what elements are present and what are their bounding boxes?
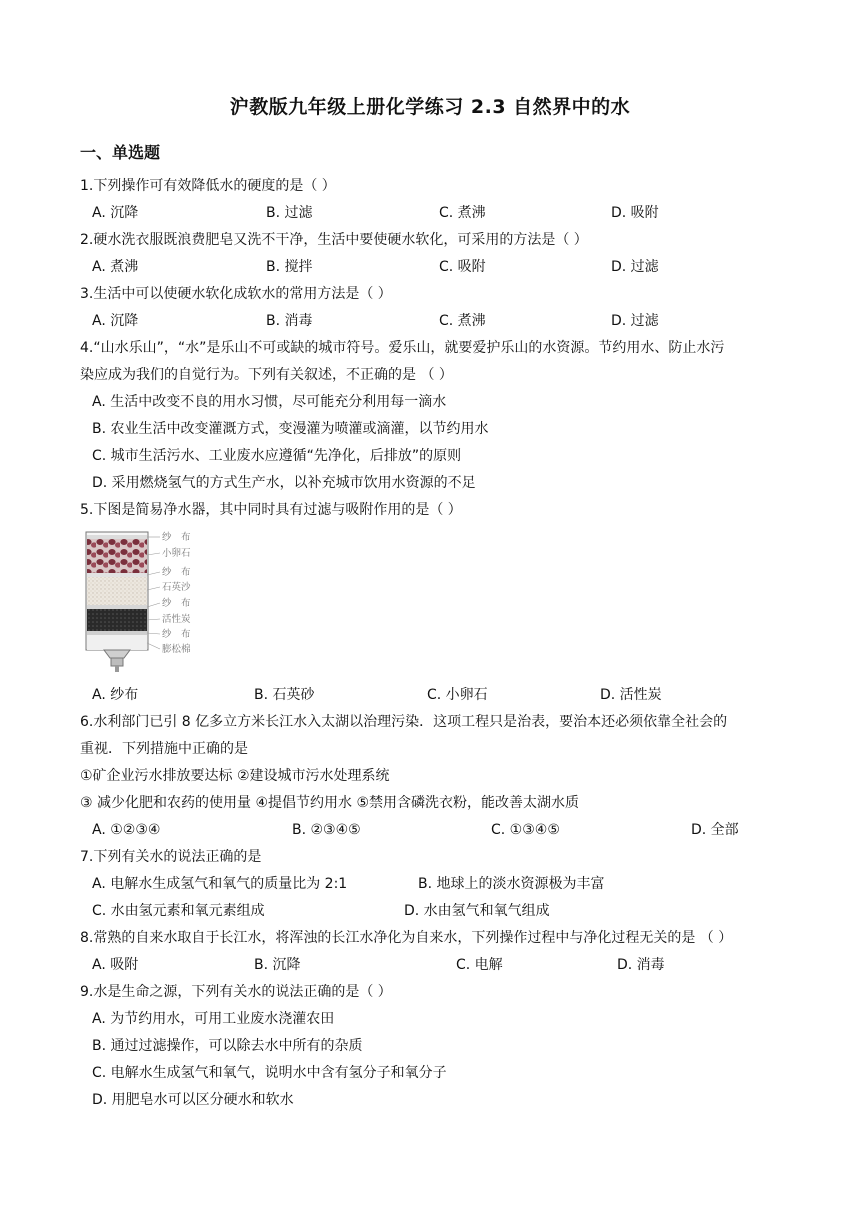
gauze-layer-3 [87, 605, 147, 609]
q8-option-b[interactable]: B. 沉降 [254, 957, 301, 973]
q2-option-a[interactable]: A. 煮沸 [92, 259, 139, 275]
question-6-stem-line-3: ①矿企业污水排放要达标 ②建设城市污水处理系统 [80, 768, 390, 784]
q7-option-d[interactable]: D. 水由氢气和氧气组成 [404, 903, 550, 919]
question-4-stem-line-2: 染应成为我们的自觉行为。下列有关叙述，不正确的是 （ ） [80, 367, 453, 383]
q3-option-a[interactable]: A. 沉降 [92, 313, 139, 329]
question-1-stem: 1.下列操作可有效降低水的硬度的是（ ） [80, 178, 336, 194]
water-purifier-figure [84, 528, 204, 674]
label-gauze-1: 纱 布 [162, 533, 191, 543]
q9-option-c[interactable]: C. 电解水生成氢气和氧气，说明水中含有氢分子和氧分子 [92, 1065, 447, 1081]
q8-option-d[interactable]: D. 消毒 [617, 957, 665, 973]
q1-option-b[interactable]: B. 过滤 [266, 205, 313, 221]
q4-option-d[interactable]: D. 采用燃烧氢气的方式生产水，以补充城市饮用水资源的不足 [92, 475, 476, 491]
q3-option-b[interactable]: B. 消毒 [266, 313, 313, 329]
q8-option-c[interactable]: C. 电解 [456, 957, 503, 973]
q5-option-b[interactable]: B. 石英砂 [254, 687, 315, 703]
q2-option-c[interactable]: C. 吸附 [439, 259, 486, 275]
label-cotton: 膨松棉 [162, 645, 191, 655]
label-gauze-2: 纱 布 [162, 568, 191, 578]
question-7-stem: 7.下列有关水的说法正确的是 [80, 849, 262, 865]
question-8-stem: 8.常熟的自来水取自于长江水，将浑浊的长江水净化为自来水，下列操作过程中与净化过程无关的是 （ ） [80, 930, 733, 946]
q8-option-a[interactable]: A. 吸附 [92, 957, 139, 973]
cotton-layer [87, 635, 147, 650]
question-6-stem-line-4: ③ 减少化肥和农药的使用量 ④提倡节约用水 ⑤禁用含磷洗衣粉，能改善太湖水质 [80, 795, 580, 811]
q1-option-c[interactable]: C. 煮沸 [439, 205, 486, 221]
label-quartz-sand: 石英沙 [162, 583, 191, 593]
q2-option-d[interactable]: D. 过滤 [611, 259, 659, 275]
gauze-layer-1 [87, 535, 147, 539]
gauze-layer-2 [87, 573, 147, 577]
label-pebbles: 小卵石 [162, 549, 191, 559]
q6-option-d[interactable]: D. 全部 [691, 822, 739, 838]
label-gauze-4: 纱 布 [162, 630, 191, 640]
q6-option-c[interactable]: C. ①③④⑤ [491, 822, 560, 838]
q4-option-c[interactable]: C. 城市生活污水、工业废水应遵循“先净化，后排放”的原则 [92, 448, 462, 464]
q6-option-a[interactable]: A. ①②③④ [92, 822, 161, 838]
q7-option-a[interactable]: A. 电解水生成氢气和氧气的质量比为 2:1 [92, 876, 348, 892]
question-4-stem-line-1: 4.“山水乐山”，“水”是乐山不可或缺的城市符号。爱乐山，就要爱护乐山的水资源。节约用水、防止水污 [80, 340, 725, 356]
quartz-sand-layer [87, 577, 147, 605]
q5-option-c[interactable]: C. 小卵石 [427, 687, 488, 703]
q9-option-b[interactable]: B. 通过过滤操作，可以除去水中所有的杂质 [92, 1038, 363, 1054]
q9-option-a[interactable]: A. 为节约用水，可用工业废水浇灌农田 [92, 1011, 335, 1027]
q7-option-c[interactable]: C. 水由氢元素和氧元素组成 [92, 903, 265, 919]
label-gauze-3: 纱 布 [162, 599, 191, 609]
question-3-stem: 3.生活中可以使硬水软化成软水的常用方法是（ ） [80, 286, 392, 302]
q5-option-d[interactable]: D. 活性炭 [600, 687, 662, 703]
q1-option-d[interactable]: D. 吸附 [611, 205, 659, 221]
page-title: 沪教版九年级上册化学练习 2.3 自然界中的水 [229, 96, 631, 118]
q3-option-c[interactable]: C. 煮沸 [439, 313, 486, 329]
q1-option-a[interactable]: A. 沉降 [92, 205, 139, 221]
section-heading: 一、单选题 [80, 143, 161, 162]
q2-option-b[interactable]: B. 搅拌 [266, 259, 313, 275]
question-2-stem: 2.硬水洗衣服既浪费肥皂又洗不干净，生活中要使硬水软化，可采用的方法是（ ） [80, 232, 588, 248]
question-6-stem-line-1: 6.水利部门已引 8 亿多立方米长江水入太湖以治理污染．这项工程只是治表，要治本还必须依靠全社会的 [80, 714, 728, 730]
label-activated-carbon: 活性炭 [162, 615, 191, 625]
q7-option-b[interactable]: B. 地球上的淡水资源极为丰富 [418, 876, 605, 892]
q6-option-b[interactable]: B. ②③④⑤ [292, 822, 361, 838]
question-6-stem-line-2: 重视．下列措施中正确的是 [80, 741, 248, 757]
q9-option-d[interactable]: D. 用肥皂水可以区分硬水和软水 [92, 1092, 294, 1108]
q3-option-d[interactable]: D. 过滤 [611, 313, 659, 329]
q4-option-a[interactable]: A. 生活中改变不良的用水习惯，尽可能充分利用每一滴水 [92, 394, 447, 410]
gauze-layer-4 [87, 631, 147, 635]
q5-option-a[interactable]: A. 纱布 [92, 687, 139, 703]
question-5-stem: 5.下图是简易净水器，其中同时具有过滤与吸附作用的是（ ） [80, 502, 462, 518]
activated-carbon-layer [87, 609, 147, 631]
question-9-stem: 9.水是生命之源，下列有关水的说法正确的是（ ） [80, 984, 392, 1000]
pebble-layer [87, 539, 147, 573]
q4-option-b[interactable]: B. 农业生活中改变灌溉方式，变漫灌为喷灌或滴灌，以节约用水 [92, 421, 489, 437]
